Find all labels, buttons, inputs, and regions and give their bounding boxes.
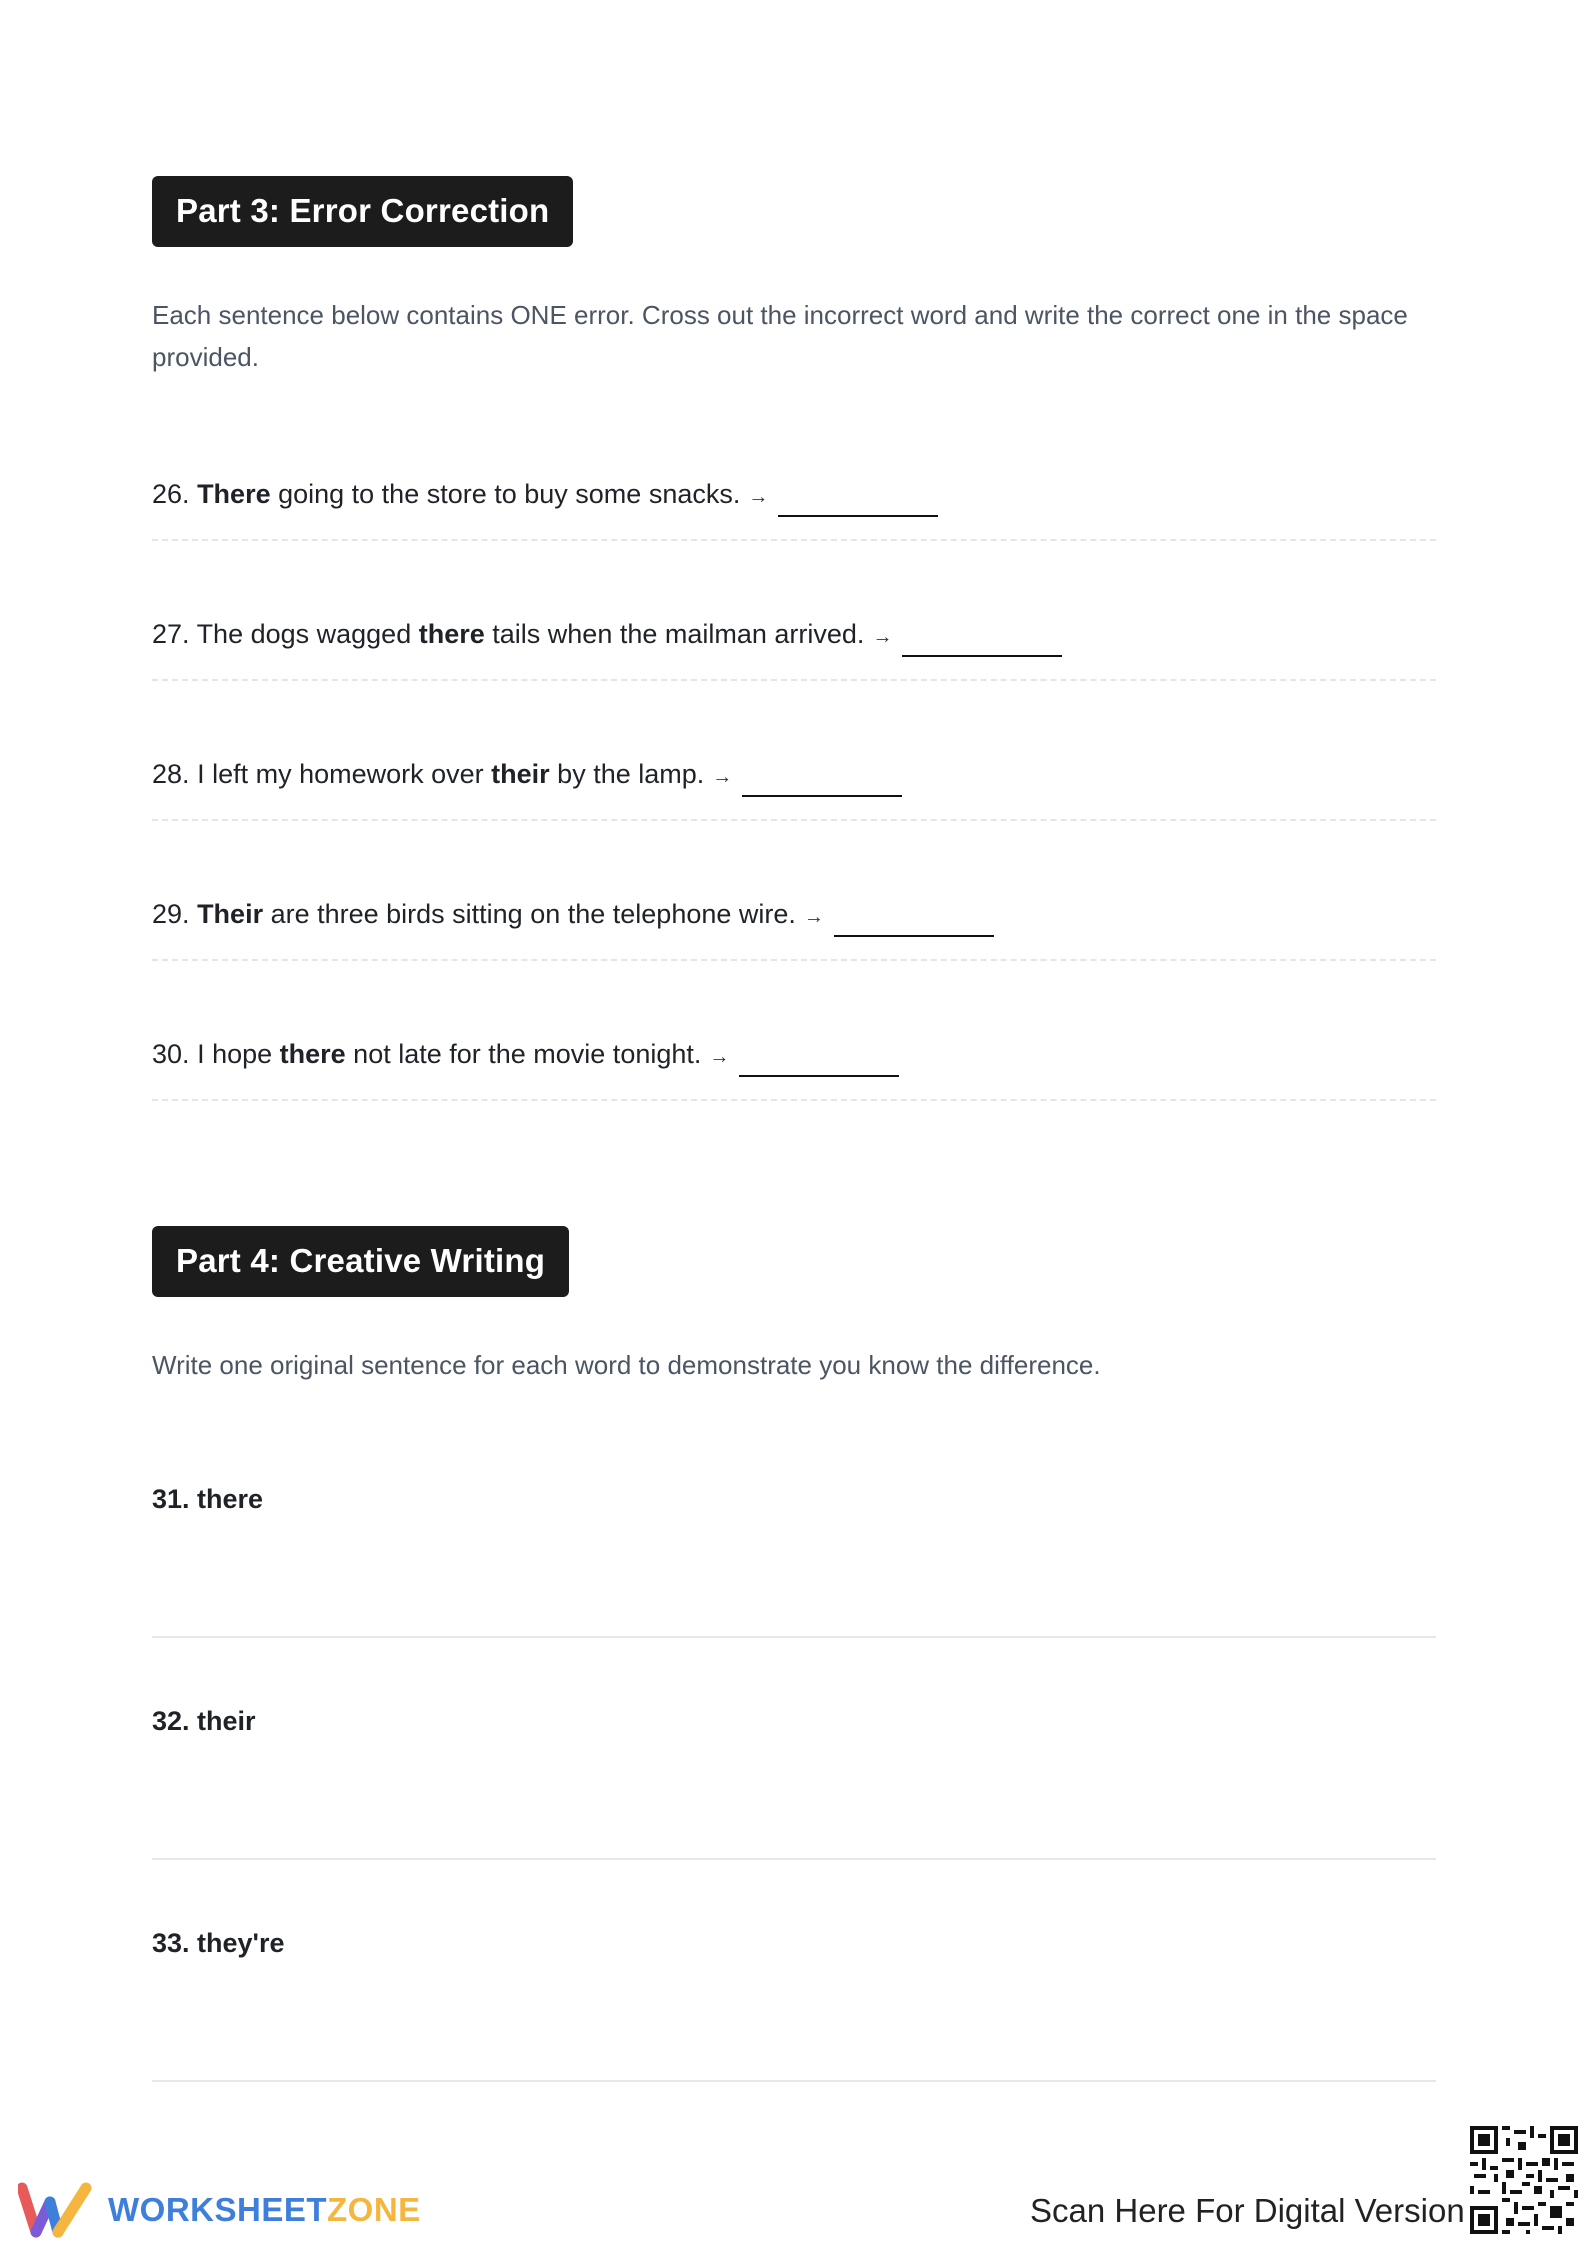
answer-blank[interactable]	[739, 1075, 899, 1077]
part4-title: Part 4: Creative Writing	[152, 1226, 569, 1297]
part3-instructions: Each sentence below contains ONE error. Cross out the incorrect word and write the correct one in the space provided.	[152, 300, 1408, 372]
part4-instructions: Write one original sentence for each word to demonstrate you know the difference.	[152, 1350, 1101, 1380]
writing-label: 33. they're	[152, 1928, 285, 1958]
answer-blank[interactable]	[742, 795, 902, 797]
logo-w-icon	[18, 2182, 94, 2238]
question-text	[152, 619, 1062, 657]
question-before: I hope	[197, 1039, 280, 1069]
question-row	[152, 541, 1436, 681]
question-text	[152, 1039, 899, 1077]
question-before: I left my homework over	[197, 759, 492, 789]
arrow-icon: →	[709, 1046, 730, 1068]
question-text	[152, 759, 902, 797]
question-number: 27.	[152, 619, 190, 649]
writing-row[interactable]	[152, 1640, 1436, 1860]
error-word: there	[279, 1039, 346, 1069]
question-after: are three birds sitting on the telephone wire.	[263, 899, 796, 929]
question-row	[152, 401, 1436, 541]
arrow-icon: →	[748, 486, 769, 508]
worksheetzone-logo	[18, 2182, 421, 2238]
part4-header	[152, 1226, 569, 1297]
writing-row[interactable]	[152, 1418, 1436, 1638]
writing-row[interactable]	[152, 1862, 1436, 2082]
error-word: there	[418, 619, 485, 649]
scan-caption: Scan Here For Digital Version	[1030, 2192, 1465, 2229]
error-word: There	[197, 479, 271, 509]
error-word: their	[491, 759, 550, 789]
question-number: 30.	[152, 1039, 190, 1069]
answer-blank[interactable]	[902, 655, 1062, 657]
question-after: tails when the mailman arrived.	[484, 619, 865, 649]
logo-worksheet-text: WORKSHEET	[108, 2191, 327, 2228]
logo-zone-text: ZONE	[327, 2191, 421, 2228]
answer-blank[interactable]	[778, 515, 938, 517]
question-text	[152, 479, 938, 517]
error-word: Their	[197, 899, 264, 929]
writing-label: 32. their	[152, 1706, 256, 1736]
question-text	[152, 899, 994, 937]
arrow-icon: →	[803, 906, 824, 928]
question-number: 29.	[152, 899, 190, 929]
answer-blank[interactable]	[834, 935, 994, 937]
question-before: The dogs wagged	[196, 619, 419, 649]
arrow-icon: →	[872, 626, 893, 648]
question-after: by the lamp.	[549, 759, 705, 789]
arrow-icon: →	[712, 766, 733, 788]
question-row	[152, 961, 1436, 1101]
qr-code-icon[interactable]	[1470, 2126, 1578, 2234]
question-row	[152, 681, 1436, 821]
question-after: going to the store to buy some snacks.	[270, 479, 741, 509]
part3-title: Part 3: Error Correction	[152, 176, 573, 247]
writing-label: 31. there	[152, 1484, 264, 1514]
question-after: not late for the movie tonight.	[345, 1039, 702, 1069]
question-number: 26.	[152, 479, 190, 509]
question-row	[152, 821, 1436, 961]
part3-header	[152, 176, 573, 247]
question-number: 28.	[152, 759, 190, 789]
